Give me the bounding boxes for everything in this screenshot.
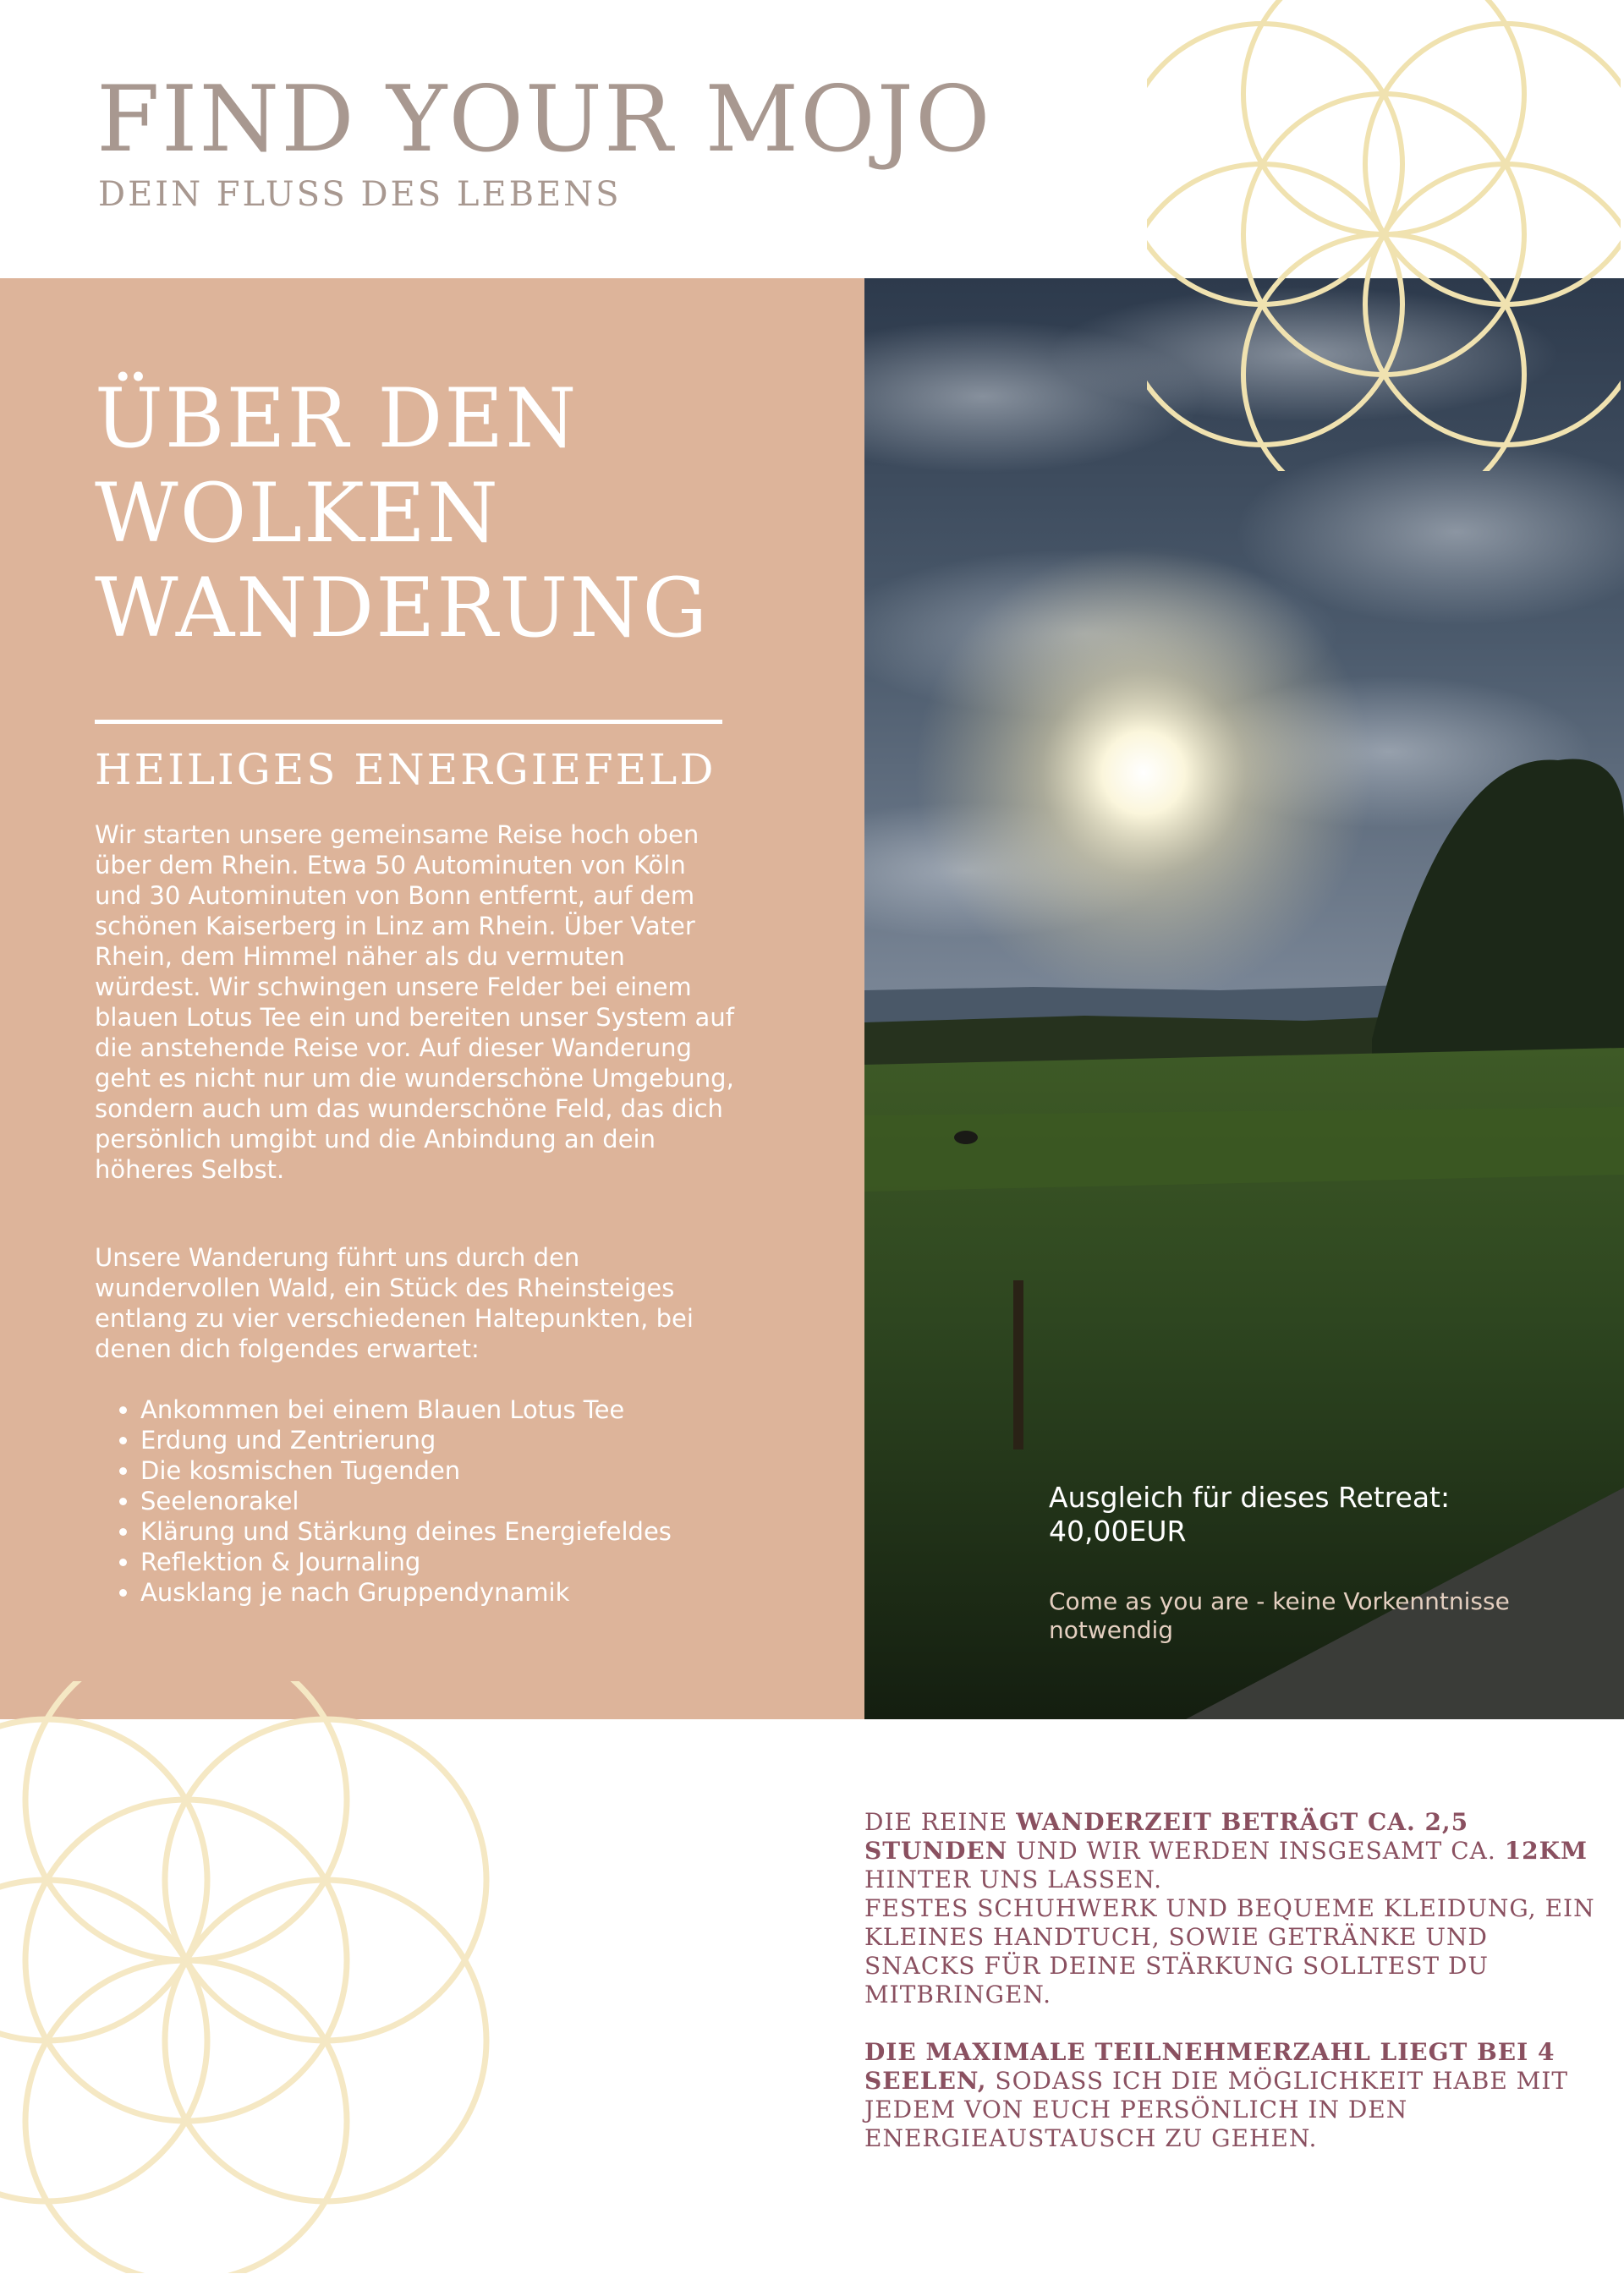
price-value: 40,00EUR [1049,1515,1187,1548]
details-text: SODASS ICH DIE MÖGLICHKEIT HABE MIT JEDEM VON EUCH PERSÖNLICH IN DEN ENERGIEAUSTAUSCH ZU GEHEN. [864,2067,1569,2152]
list-item: • Ankommen bei einem Blauen Lotus Tee [140,1395,800,1425]
list-item: • Erdung und Zentrierung [140,1425,800,1455]
price-info [1049,1481,1556,1548]
intro-paragraph: Wir starten unsere gemeinsame Reise hoch oben über dem Rhein. Etwa 50 Autominuten von Köln und 30 Autominuten von Bonn entfernt, auf dem schönen Kaiserberg in Linz am Rhein. Über Vater Rhein, dem Himmel näher als du vermuten würdest. Wir schwingen unsere Felder bei einem blauen Lotus Tee ein und bereiten unser System auf die anstehende Reise vor. Auf dieser Wanderung geht es nicht nur um die wunderschöne Umgebung, sondern auch um das wunderschöne Feld, das dich persönlich umgibt und die Anbindung an dein höheres Selbst. [95,820,734,1184]
list-item: • Seelenorakel [140,1486,800,1516]
flower-of-life-icon [1147,0,1621,471]
page-title: FIND YOUR MOJO [96,67,992,173]
divider [95,720,722,724]
page-subtitle: DEIN FLUSS DES LEBENS [98,175,622,214]
event-title [95,371,709,655]
landscape-photo [864,278,1624,1719]
list-item: • Ausklang je nach Gruppendynamik [140,1577,800,1608]
flower-of-life-icon [0,1681,558,2273]
prerequisite-note: Come as you are - keine Vorkenntnisse notwendig [1049,1587,1510,1644]
details-equipment: FESTES SCHUHWERK UND BEQUEME KLEIDUNG, EIN KLEINES HANDTUCH, SOWIE GETRÄNKE UND SNACKS FÜR DEINE STÄRKUNG SOLLTEST DU MITBRINGEN. [864,1894,1595,2008]
details-participants [864,2038,1600,2153]
details-text: UND WIR WERDEN INSGESAMT CA. [1007,1837,1505,1865]
price-label: Ausgleich für dieses Retreat: [1049,1481,1451,1514]
details-distance-bold: 12KM [1504,1837,1588,1865]
event-details [864,1808,1600,2153]
list-item: • Reflektion & Journaling [140,1547,800,1577]
details-participants-bold: DIE MAXIMALE TEILNEHMERZAHL LIEGT BEI 4 SEELEN, [864,2038,1555,2095]
route-paragraph: Unsere Wanderung führt uns durch den wundervollen Wald, ein Stück des Rheinsteiges entlang zu vier verschiedenen Haltepunkten, bei denen dich folgendes erwartet: [95,1243,694,1363]
list-item: • Klärung und Stärkung deines Energiefeldes [140,1516,800,1547]
event-title-line: ÜBER DEN [95,371,579,466]
details-text: HINTER UNS LASSEN. [864,1866,1162,1893]
event-title-line: WANDERUNG [95,561,710,655]
details-duration [864,1808,1600,1894]
event-title-line: WOLKEN [95,466,500,561]
details-text: DIE REINE [864,1808,1017,1836]
program-list [95,1395,800,1608]
event-info-panel [0,278,864,1719]
section-heading: HEILIGES ENERGIEFELD [95,745,716,794]
details-duration-bold: WANDERZEIT BETRÄGT CA. 2,5 STUNDEN [864,1808,1469,1865]
list-item: • Die kosmischen Tugenden [140,1455,800,1486]
